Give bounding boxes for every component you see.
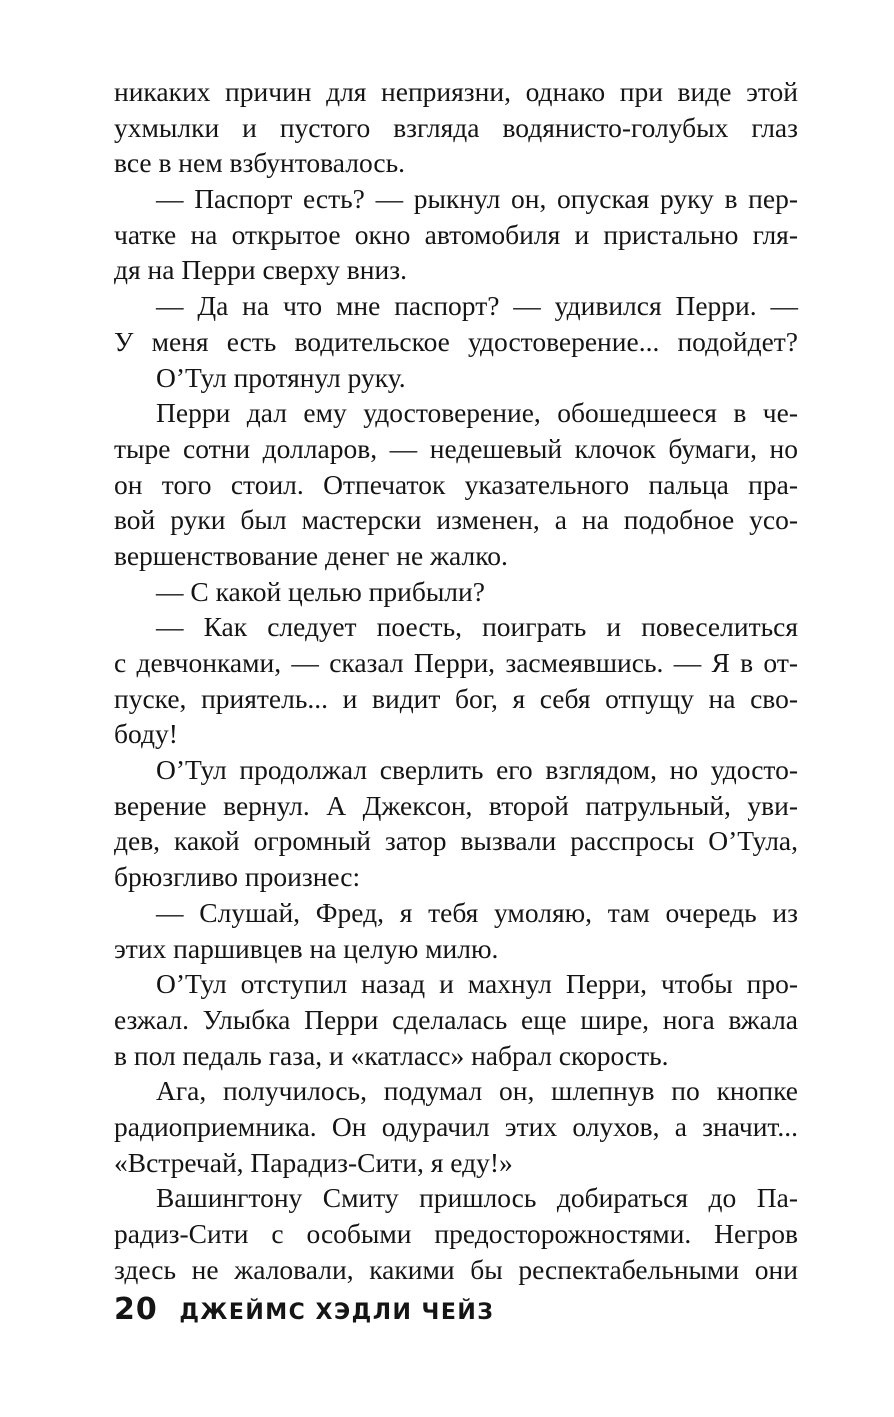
text-line: — Слушай, Фред, я тебя умоляю, там очередь из (156, 896, 798, 928)
text-line: дя на Перри сверху вниз. (114, 254, 407, 286)
text-line: пуске, приятель... и видит бог, я себя отпущу на сво- (114, 682, 798, 714)
text-line: — Как следует поесть, поиграть и повеселиться (156, 611, 798, 643)
text-line: Перри дал ему удостоверение, обошедшееся в че- (156, 397, 798, 429)
text-line: езжал. Улыбка Перри сделалась еще шире, нога вжала (114, 1003, 798, 1035)
text-line: все в нем взбунтовалось. (114, 147, 406, 179)
text-line: чатке на открытое окно автомобиля и пристально гля- (114, 218, 798, 250)
text-line: вой руки был мастерски изменен, а на подобное усо- (114, 504, 798, 536)
text-line: этих паршивцев на целую милю. (114, 932, 499, 964)
text-line: О’Тул отступил назад и махнул Перри, чтобы про- (156, 968, 798, 1000)
text-line: «Встречай, Парадиз-Сити, я еду!» (114, 1146, 513, 1178)
text-line: Ага, получилось, подумал он, шлепнув по кнопке (156, 1075, 798, 1107)
text-line: ухмылки и пустого взгляда водянисто-голубых глаз (114, 111, 798, 143)
text-line: радиз-Сити с особыми предосторожностями. Негров (114, 1218, 798, 1249)
text-line: боду! (114, 718, 178, 750)
body-text (114, 74, 798, 1287)
text-line: О’Тул продолжал сверлить его взглядом, но удосто- (156, 754, 798, 786)
text-line: брюзгливо произнес: (114, 861, 361, 893)
text-line: радиоприемника. Он одурачил этих олухов, а значит... (114, 1110, 798, 1142)
text-line: здесь не жаловали, какими бы респектабельными они (114, 1253, 798, 1285)
text-line: — Да на что мне паспорт? — удивился Перри. — (156, 290, 798, 322)
text-line: никаких причин для неприязни, однако при виде этой (114, 76, 798, 107)
page-footer (114, 1292, 494, 1328)
page-number: 20 (114, 1292, 158, 1327)
text-line: дев, какой огромный затор вызвали расспросы О’Тула, (114, 825, 798, 857)
text-line: — С какой целью прибыли? (156, 575, 485, 607)
text-line: с девчонками, — сказал Перри, засмеявшись. — Я в от- (114, 647, 798, 678)
text-line: У меня есть водительское удостоверение... подойдет? (114, 325, 798, 357)
running-head: ДЖЕЙМС ХЭДЛИ ЧЕЙЗ (179, 1300, 495, 1325)
text-line: — Паспорт есть? — рыкнул он, опуская руку в пер- (156, 183, 798, 215)
text-line: в пол педаль газа, и «катласс» набрал скорость. (114, 1039, 669, 1071)
text-line: Вашингтону Смиту пришлось добираться до Па- (156, 1182, 798, 1214)
text-line: вершенствование денег не жалко. (114, 539, 508, 571)
text-line: верение вернул. А Джексон, второй патрульный, уви- (114, 789, 798, 821)
text-line: он того стоил. Отпечаток указательного пальца пра- (114, 468, 798, 500)
text-line: тыре сотни долларов, — недешевый клочок бумаги, но (114, 432, 798, 464)
text-line: О’Тул протянул руку. (156, 361, 406, 393)
